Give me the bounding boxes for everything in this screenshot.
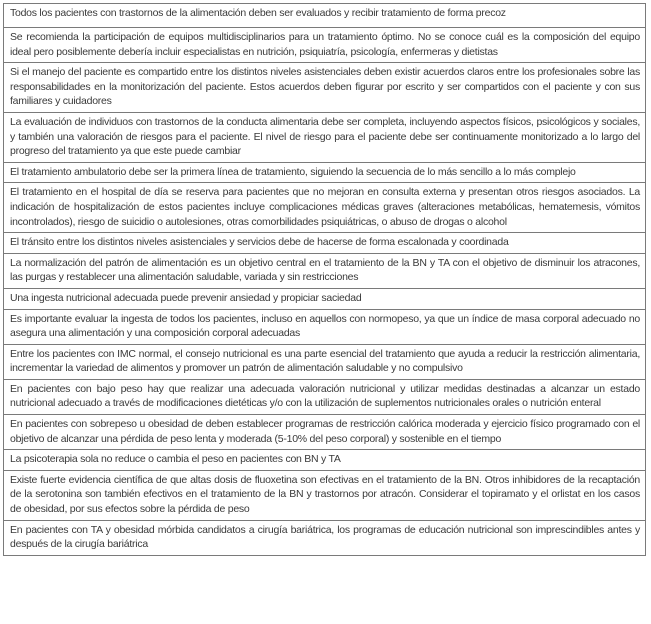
recommendation-cell: Si el manejo del paciente es compartido entre los distintos niveles asistenciales deben existir acuerdos claros entre los profesionales sobre las responsabilidades en la monitorización del paciente. Estos acuerdos deben figurar por escrito y ser compartidos con el paciente y con sus familiares y cuidadores xyxy=(4,63,646,113)
recommendation-cell: La evaluación de individuos con trastornos de la conducta alimentaria debe ser completa, incluyendo aspectos físicos, psicológicos y sociales, y también una valoración de riesgos para el paciente. El nivel de riesgo para el paciente debe ser continuamente monitorizado a lo largo del progreso del tratamiento ya que este puede cambiar xyxy=(4,112,646,162)
recommendation-cell: Una ingesta nutricional adecuada puede prevenir ansiedad y propiciar saciedad xyxy=(4,288,646,309)
recommendation-cell: Existe fuerte evidencia científica de que altas dosis de fluoxetina son efectivas en el tratamiento de la BN. Otros inhibidores de la recaptación de la serotonina son también efectivos en el tratamiento de la BN y trastornos por atracón. Considerar el topiramato y el orlistat en los casos de obesidad, por sus efectos sobre la pérdida de peso xyxy=(4,470,646,520)
recommendation-cell: Todos los pacientes con trastornos de la alimentación deben ser evaluados y recibir tratamiento de forma precoz xyxy=(4,4,646,28)
recommendation-cell: El tratamiento en el hospital de día se reserva para pacientes que no mejoran en consulta externa y presentan otros riesgos asociados. La indicación de hospitalización de estos pacientes incluye complicaciones médicas graves (alteraciones metabólicas, hematemesis, vómitos incontrolados), riesgo de suicidio o autolesiones, otras comorbilidades psiquiátricas, o abuso de drogas o alcohol xyxy=(4,183,646,233)
recommendation-cell: La psicoterapia sola no reduce o cambia el peso en pacientes con BN y TA xyxy=(4,450,646,471)
table-row xyxy=(4,233,646,254)
table-row xyxy=(4,112,646,162)
table-row xyxy=(4,470,646,520)
recommendation-cell: En pacientes con TA y obesidad mórbida candidatos a cirugía bariátrica, los programas de educación nutricional son imprescindibles antes y después de la cirugía bariátrica xyxy=(4,520,646,555)
table-row xyxy=(4,379,646,414)
table-row xyxy=(4,450,646,471)
recommendation-cell: En pacientes con bajo peso hay que realizar una adecuada valoración nutricional y utilizar medidas destinadas a alcanzar un estado nutricional adecuado a través de modificaciones dietéticas y/o con la utilización de suplementos nutricionales orales o nutrición enteral xyxy=(4,379,646,414)
table-row xyxy=(4,309,646,344)
recommendation-cell: Se recomienda la participación de equipos multidisciplinarios para un tratamiento óptimo. No se conoce cuál es la composición del equipo ideal pero posiblemente debería incluir especialistas en nutrición, psiquiatría, psicología, enfermeras y dietistas xyxy=(4,28,646,63)
table-row xyxy=(4,415,646,450)
recommendation-cell: Es importante evaluar la ingesta de todos los pacientes, incluso en aquellos con normopeso, ya que un índice de masa corporal adecuado no asegura una alimentación y una composición corporal adecuadas xyxy=(4,309,646,344)
table-row xyxy=(4,162,646,183)
recommendation-cell: La normalización del patrón de alimentación es un objetivo central en el tratamiento de la BN y TA con el objetivo de disminuir los atracones, las purgas y restablecer una alimentación saludable, variada y sin restricciones xyxy=(4,253,646,288)
recommendation-cell: El tratamiento ambulatorio debe ser la primera línea de tratamiento, siguiendo la secuencia de lo más sencillo a lo más complejo xyxy=(4,162,646,183)
table-row xyxy=(4,63,646,113)
recommendation-cell: El tránsito entre los distintos niveles asistenciales y servicios debe de hacerse de forma escalonada y coordinada xyxy=(4,233,646,254)
table-row xyxy=(4,28,646,63)
table-row xyxy=(4,288,646,309)
recommendations-table xyxy=(3,3,646,556)
recommendation-cell: Entre los pacientes con IMC normal, el consejo nutricional es una parte esencial del tratamiento que ayuda a reducir la restricción alimentaria, incrementar la variedad de alimentos y promover un patrón de alimentación saludable y no compulsivo xyxy=(4,344,646,379)
table-row xyxy=(4,4,646,28)
table-row xyxy=(4,253,646,288)
table-row xyxy=(4,183,646,233)
recommendation-cell: En pacientes con sobrepeso u obesidad de deben establecer programas de restricción calórica moderada y ejercicio físico programado con el objetivo de alcanzar una pérdida de peso lenta y moderada (5-10% del peso corporal) y sostenible en el tiempo xyxy=(4,415,646,450)
table-row xyxy=(4,520,646,555)
table-row xyxy=(4,344,646,379)
